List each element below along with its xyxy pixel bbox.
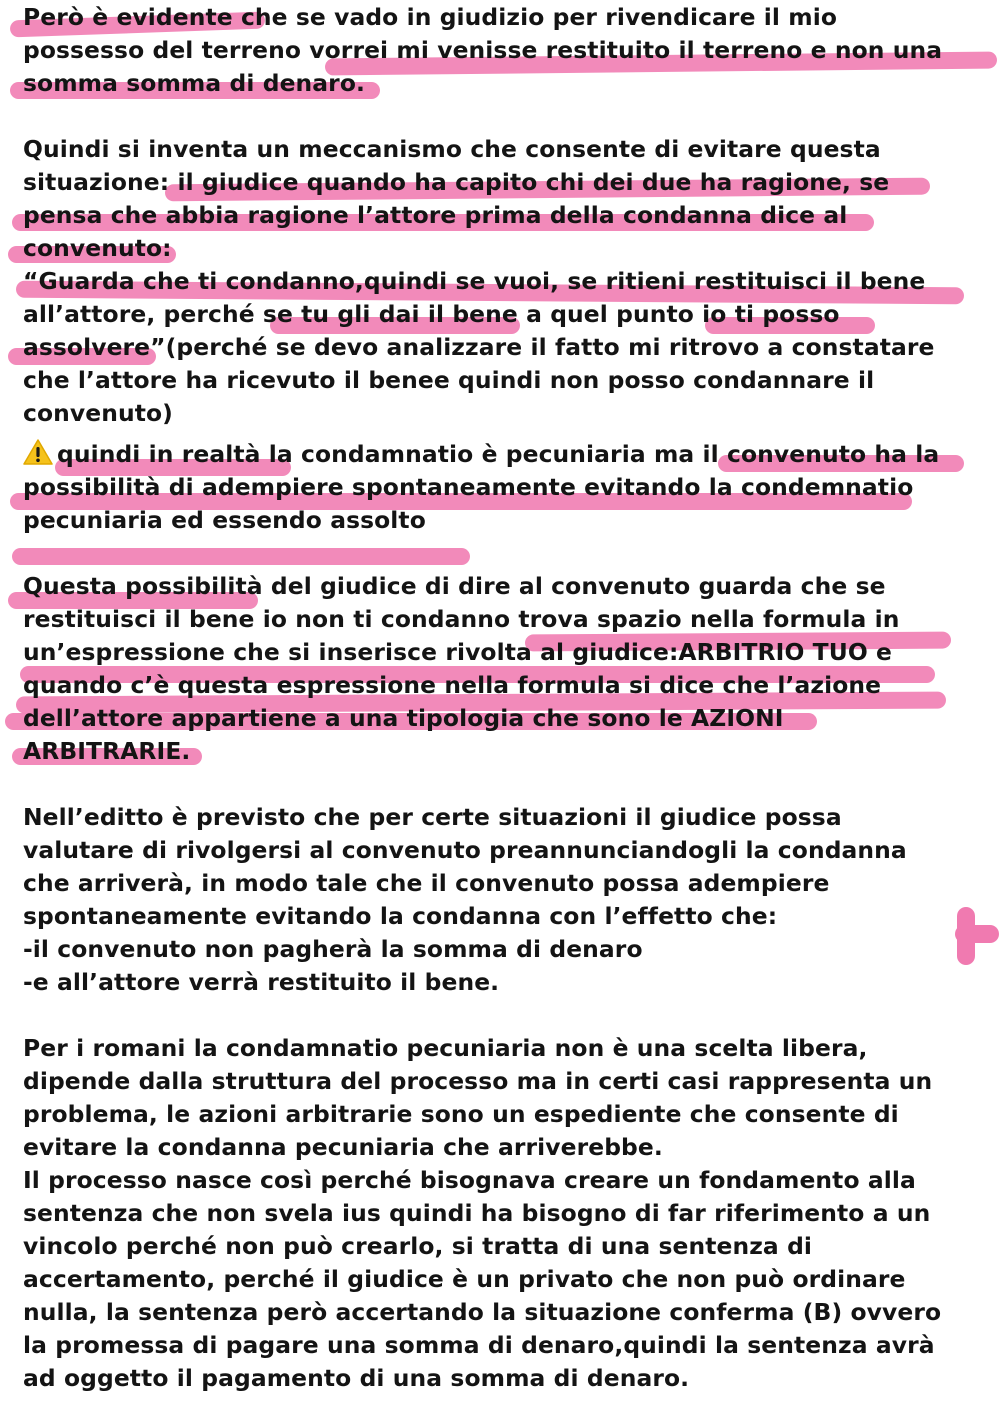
text-line: Il processo nasce così perché bisognava creare un fondamento alla: [23, 1166, 916, 1194]
text-line: che arriverà, in modo tale che il convenuto possa adempiere: [23, 869, 830, 897]
note-text: [23, 1, 983, 1395]
text-line: vincolo perché non può crearlo, si tratta di una sentenza di: [23, 1232, 813, 1260]
paragraph-3: [23, 438, 983, 537]
text-line: possesso del terreno vorrei mi venisse restituito il terreno e non una: [23, 36, 943, 64]
text-line: dell’attore appartiene a una tipologia che sono le AZIONI: [23, 704, 784, 732]
paragraph-6: [23, 1032, 983, 1395]
text-line: assolvere”(perché se devo analizzare il fatto mi ritrovo a constatare: [23, 333, 935, 361]
text-line: quando c’è questa espressione nella formula si dice che l’azione: [23, 671, 882, 699]
paragraph-1: [23, 1, 983, 100]
text-line: nulla, la sentenza però accertando la situazione conferma (B) ovvero: [23, 1298, 942, 1326]
text-line: possibilità di adempiere spontaneamente evitando la condemnatio: [23, 473, 914, 501]
text-line: somma somma di denaro.: [23, 69, 365, 97]
text-line: dipende dalla struttura del processo ma in certi casi rappresenta un: [23, 1067, 933, 1095]
text-line: Per i romani la condamnatio pecuniaria non è una scelta libera,: [23, 1034, 868, 1062]
text-line: ad oggetto il pagamento di una somma di denaro.: [23, 1364, 690, 1392]
text-line: -e all’attore verrà restituito il bene.: [23, 968, 500, 996]
text-line: evitare la condanna pecuniaria che arriverebbe.: [23, 1133, 663, 1161]
text-line: problema, le azioni arbitrarie sono un espediente che consente di: [23, 1100, 899, 1128]
text-line: la promessa di pagare una somma di denaro,quindi la sentenza avrà: [23, 1331, 935, 1359]
text-line: ARBITRARIE.: [23, 737, 191, 765]
text-line: Questa possibilità del giudice di dire al convenuto guarda che se: [23, 572, 886, 600]
text-line: accertamento, perché il giudice è un privato che non può ordinare: [23, 1265, 906, 1293]
text-line: Nell’editto è previsto che per certe situazioni il giudice possa: [23, 803, 842, 831]
text-line: Quindi si inventa un meccanismo che consente di evitare questa: [23, 135, 881, 163]
text-line: quindi in realtà la condamnatio è pecuniaria ma il convenuto ha la: [57, 440, 940, 468]
text-line: sentenza che non svela ius quindi ha bisogno di far riferimento a un: [23, 1199, 931, 1227]
text-line: valutare di rivolgersi al convenuto preannunciandogli la condanna: [23, 836, 907, 864]
text-line: pecuniaria ed essendo assolto: [23, 506, 426, 534]
text-line: che l’attore ha ricevuto il benee quindi non posso condannare il: [23, 366, 875, 394]
text-line: “Guarda che ti condanno,quindi se vuoi, se ritieni restituisci il bene: [23, 267, 926, 295]
text-line: pensa che abbia ragione l’attore prima della condanna dice al: [23, 201, 848, 229]
text-line: situazione: il giudice quando ha capito chi dei due ha ragione, se: [23, 168, 890, 196]
warning-icon: [23, 439, 53, 465]
paragraph-5: [23, 801, 983, 999]
text-line: convenuto): [23, 399, 173, 427]
paragraph-2: [23, 133, 983, 430]
text-line: un’espressione che si inserisce rivolta al giudice:ARBITRIO TUO e: [23, 638, 893, 666]
text-line: Però è evidente che se vado in giudizio per rivendicare il mio: [23, 3, 838, 31]
paragraph-4: [23, 570, 983, 768]
text-line: restituisci il bene io non ti condanno trova spazio nella formula in: [23, 605, 900, 633]
text-line: spontaneamente evitando la condanna con l’effetto che:: [23, 902, 778, 930]
text-line: all’attore, perché se tu gli dai il bene a quel punto io ti posso: [23, 300, 840, 328]
text-line: convenuto:: [23, 234, 172, 262]
text-line: -il convenuto non pagherà la somma di denaro: [23, 935, 643, 963]
